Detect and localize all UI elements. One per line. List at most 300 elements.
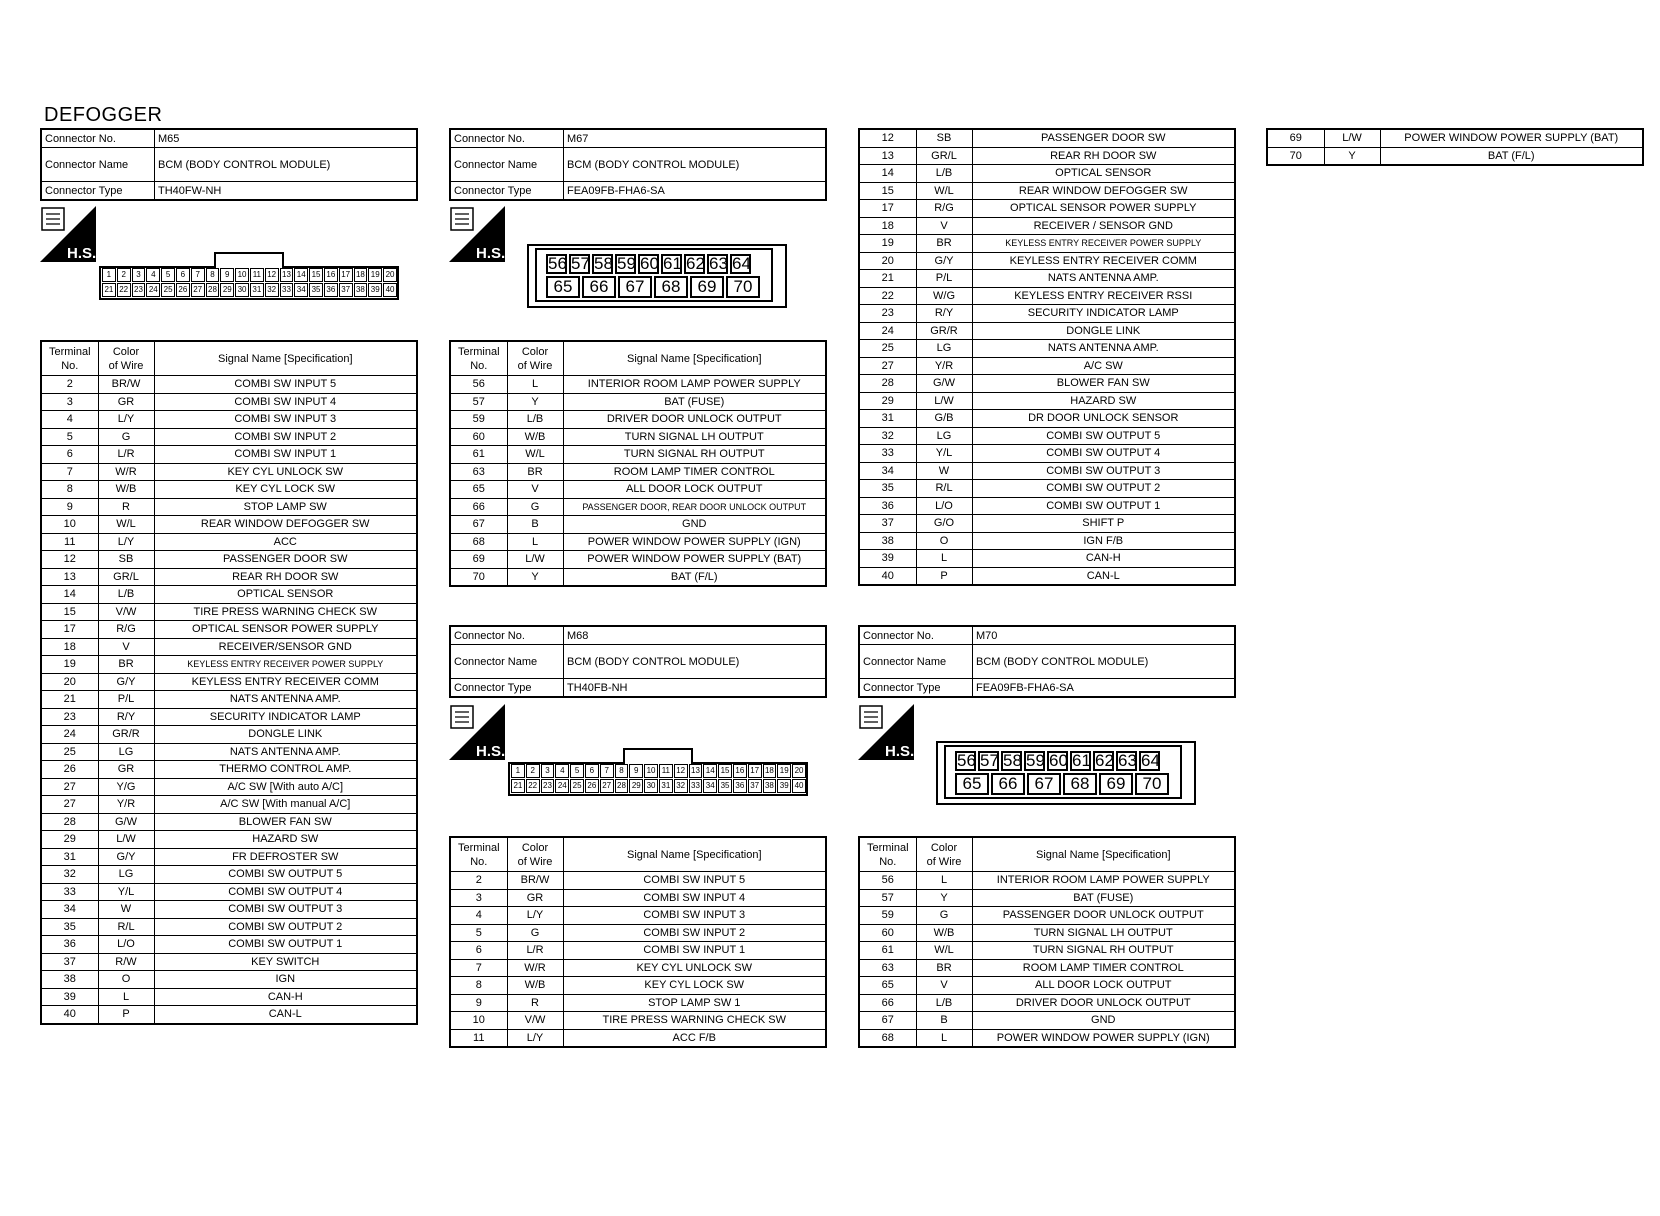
table-header (450, 341, 826, 376)
pin-cell: 56 (957, 751, 976, 770)
terminal-no-cell: 60 (450, 428, 507, 446)
signal-name-header (563, 837, 826, 872)
pin-cell: 23 (132, 283, 146, 297)
pin-cell: 35 (718, 779, 732, 793)
signal-name-cell: IGN (154, 971, 417, 989)
pin-cell: 56 (548, 254, 567, 273)
wire-color-cell: R/L (98, 918, 154, 936)
pin-cell: 16 (324, 268, 338, 282)
wire-color-cell: B (507, 516, 563, 534)
table-row (41, 761, 417, 779)
wire-color-cell: R/G (916, 200, 972, 218)
wire-color-cell: P (916, 567, 972, 585)
terminal-no-cell: 34 (859, 462, 916, 480)
wire-color-cell: Y/L (98, 883, 154, 901)
hs-connector-icon (449, 704, 505, 760)
wire-color-cell: V (916, 217, 972, 235)
terminal-no-cell: 25 (859, 340, 916, 358)
signal-name-cell: A/C SW (972, 357, 1235, 375)
signal-name-header-text: Signal Name [Specification] (626, 848, 762, 861)
signal-name-cell: SECURITY INDICATOR LAMP (154, 708, 417, 726)
signal-name-cell: PASSENGER DOOR SW (972, 129, 1235, 147)
table-row (41, 656, 417, 674)
pin-cell: 57 (980, 751, 999, 770)
hs-label: H.S. (476, 245, 505, 262)
terminal-no-cell: 33 (859, 445, 916, 463)
table-row (41, 691, 417, 709)
table-row (41, 516, 417, 534)
wire-color-cell: G/W (98, 813, 154, 831)
pin-cell: 26 (585, 779, 599, 793)
connector-no-value: M68 (564, 626, 827, 645)
wire-color-cell: L/Y (507, 1029, 563, 1047)
wire-color-cell: W/R (98, 463, 154, 481)
wire-color-cell: W/G (916, 287, 972, 305)
table-header (450, 837, 826, 872)
terminal-no-cell: 36 (859, 497, 916, 515)
table-row (450, 907, 826, 925)
pin-cell: 4 (555, 764, 569, 778)
wire-color-cell: L/W (507, 551, 563, 569)
signal-name-cell: TIRE PRESS WARNING CHECK SW (154, 603, 417, 621)
pin-cell: 5 (161, 268, 175, 282)
pin-cell: 70 (726, 276, 760, 298)
table-row (859, 305, 1235, 323)
terminal-no-cell: 70 (450, 568, 507, 586)
wire-color-cell: GR/R (916, 322, 972, 340)
pin-cell: 40 (383, 283, 397, 297)
table-row (859, 942, 1235, 960)
table-row (41, 778, 417, 796)
pin-cell: 25 (161, 283, 175, 297)
wire-color-cell: BR (916, 959, 972, 977)
pin-cell: 64 (732, 254, 751, 273)
table-row (41, 1006, 417, 1024)
pin-cell: 19 (777, 764, 791, 778)
signal-name-cell: PASSENGER DOOR UNLOCK OUTPUT (972, 907, 1235, 925)
table-row (859, 567, 1235, 585)
signal-name-cell: COMBI SW OUTPUT 4 (154, 883, 417, 901)
wire-color-cell: Y/L (916, 445, 972, 463)
wire-color-cell: Y/R (98, 796, 154, 814)
table-row (41, 463, 417, 481)
terminal-no-header-text: No. (470, 855, 488, 868)
pin-row-bottom (101, 283, 397, 298)
terminal-no-cell: 15 (859, 182, 916, 200)
color-of-wire-header (98, 341, 154, 376)
terminal-no-cell: 28 (41, 813, 98, 831)
table-row (450, 516, 826, 534)
color-of-wire-header (507, 341, 563, 376)
wire-color-cell: W/B (507, 428, 563, 446)
table-row (859, 427, 1235, 445)
signal-name-cell: KEY CYL LOCK SW (154, 481, 417, 499)
pin-cell: 3 (541, 764, 555, 778)
terminal-no-cell: 5 (41, 428, 98, 446)
wire-color-cell: G (98, 428, 154, 446)
color-of-wire-header-text: Color (521, 345, 549, 358)
terminal-no-cell: 27 (41, 796, 98, 814)
table-row (41, 411, 417, 429)
signal-name-cell: COMBI SW OUTPUT 5 (154, 866, 417, 884)
wire-color-cell: L (916, 1029, 972, 1047)
signal-name-header-text: Signal Name [Specification] (217, 352, 353, 365)
signal-name-cell: DONGLE LINK (972, 322, 1235, 340)
terminal-no-cell: 56 (450, 376, 507, 394)
wire-color-cell: BR (507, 463, 563, 481)
table-row (41, 901, 417, 919)
terminal-no-cell: 31 (859, 410, 916, 428)
wire-color-cell: R/L (916, 480, 972, 498)
wire-color-cell: R/Y (98, 708, 154, 726)
connector-name-value: BCM (BODY CONTROL MODULE) (973, 645, 1236, 679)
table-row (859, 410, 1235, 428)
terminal-no-cell: 37 (41, 953, 98, 971)
terminal-no-cell: 8 (450, 977, 507, 995)
pin-row-top (546, 254, 753, 274)
terminal-no-cell: 17 (859, 200, 916, 218)
wire-color-cell: Y/G (98, 778, 154, 796)
connector-info-m67 (449, 128, 827, 201)
signal-name-header-text: Signal Name [Specification] (626, 352, 762, 365)
pin-cell: 34 (703, 779, 717, 793)
wire-color-cell: V/W (98, 603, 154, 621)
wire-color-cell: L/W (1324, 129, 1380, 147)
terminal-no-cell: 9 (41, 498, 98, 516)
pin-cell: 28 (615, 779, 629, 793)
hs-connector-icon (858, 704, 914, 760)
pin-cell: 22 (117, 283, 131, 297)
pin-cell: 15 (718, 764, 732, 778)
pin-cell: 59 (617, 254, 636, 273)
terminal-no-cell: 31 (41, 848, 98, 866)
pin-cell: 13 (280, 268, 294, 282)
pin-cell: 8 (615, 764, 629, 778)
signal-name-cell: DRIVER DOOR UNLOCK OUTPUT (563, 411, 826, 429)
table-row (859, 497, 1235, 515)
pin-cell: 68 (654, 276, 688, 298)
pin-cell: 21 (102, 283, 116, 297)
terminal-no-cell: 32 (859, 427, 916, 445)
table-row (41, 936, 417, 954)
table-row (859, 357, 1235, 375)
terminal-no-header-text: Terminal (866, 841, 909, 854)
table-row (859, 375, 1235, 393)
terminal-no-cell: 14 (859, 165, 916, 183)
connector-name-label: Connector Name (859, 645, 973, 679)
table-row (41, 953, 417, 971)
wire-color-cell: Y/R (916, 357, 972, 375)
connector-type-label: Connector Type (450, 182, 564, 201)
signal-name-cell: COMBI SW INPUT 2 (154, 428, 417, 446)
table-row (450, 393, 826, 411)
wire-color-cell: GR (98, 393, 154, 411)
pin-cell: 62 (686, 254, 705, 273)
pin-cell: 65 (955, 773, 989, 795)
terminal-no-cell: 2 (450, 872, 507, 890)
color-of-wire-header-text: Color (521, 841, 549, 854)
terminal-no-header-text: No. (879, 855, 897, 868)
pin-cell: 18 (763, 764, 777, 778)
pin-cell: 4 (146, 268, 160, 282)
wire-color-cell: SB (98, 551, 154, 569)
wire-color-cell: W/B (98, 481, 154, 499)
wire-color-cell: W (916, 462, 972, 480)
table-row (41, 848, 417, 866)
table-row (41, 586, 417, 604)
table-row (450, 924, 826, 942)
terminal-no-cell: 25 (41, 743, 98, 761)
terminal-no-cell: 40 (41, 1006, 98, 1024)
pin-cell: 38 (763, 779, 777, 793)
pin-row-top (101, 268, 397, 283)
pin-cell: 18 (354, 268, 368, 282)
signal-name-cell: ACC F/B (563, 1029, 826, 1047)
table-row (859, 515, 1235, 533)
connector-name-label: Connector Name (450, 148, 564, 182)
terminal-no-header-text: No. (470, 359, 488, 372)
terminal-no-cell: 18 (859, 217, 916, 235)
table-row (450, 376, 826, 394)
table-row (450, 942, 826, 960)
pin-cell: 14 (294, 268, 308, 282)
table-row (450, 446, 826, 464)
connector-no-value: M67 (564, 129, 827, 148)
connector-face-m67 (527, 244, 787, 308)
terminal-no-cell: 27 (859, 357, 916, 375)
terminal-no-cell: 70 (1267, 147, 1324, 165)
wire-color-cell: P (98, 1006, 154, 1024)
pin-cell: 33 (689, 779, 703, 793)
terminal-no-cell: 26 (41, 761, 98, 779)
terminal-no-cell: 38 (41, 971, 98, 989)
table-row (41, 883, 417, 901)
wire-color-cell: L/B (916, 994, 972, 1012)
pin-cell: 37 (339, 283, 353, 297)
signal-name-cell: A/C SW [With manual A/C] (154, 796, 417, 814)
signal-name-cell: ALL DOOR LOCK OUTPUT (563, 481, 826, 499)
wire-color-cell: G/B (916, 410, 972, 428)
table-row (450, 428, 826, 446)
wire-color-cell: G/Y (98, 848, 154, 866)
terminal-no-cell: 11 (41, 533, 98, 551)
terminal-no-cell: 60 (859, 924, 916, 942)
terminal-no-cell: 6 (41, 446, 98, 464)
color-of-wire-header-text: of Wire (517, 855, 553, 868)
connector-no-value: M70 (973, 626, 1236, 645)
wire-color-cell: W/L (98, 516, 154, 534)
table-row (859, 252, 1235, 270)
wire-color-cell: V (916, 977, 972, 995)
connector-no-value: M65 (155, 129, 418, 148)
terminal-no-cell: 32 (41, 866, 98, 884)
terminal-no-cell: 13 (859, 147, 916, 165)
connector-info-m70 (858, 625, 1236, 698)
table-row (450, 977, 826, 995)
pin-cell: 60 (1049, 751, 1068, 770)
pin-cell: 69 (690, 276, 724, 298)
terminal-no-cell: 67 (450, 516, 507, 534)
pin-cell: 36 (324, 283, 338, 297)
signal-name-cell: THERMO CONTROL AMP. (154, 761, 417, 779)
signal-name-cell: GND (563, 516, 826, 534)
terminal-no-cell: 34 (41, 901, 98, 919)
terminal-table-m70-continued (1266, 128, 1644, 166)
pin-cell: 66 (991, 773, 1025, 795)
table-row (450, 463, 826, 481)
pin-cell: 7 (600, 764, 614, 778)
table-row (859, 270, 1235, 288)
signal-name-cell: POWER WINDOW POWER SUPPLY (IGN) (972, 1029, 1235, 1047)
pin-cell: 69 (1099, 773, 1133, 795)
pin-cell: 7 (191, 268, 205, 282)
signal-name-cell: STOP LAMP SW (154, 498, 417, 516)
terminal-no-cell: 21 (859, 270, 916, 288)
signal-name-cell: HAZARD SW (154, 831, 417, 849)
signal-name-cell: HAZARD SW (972, 392, 1235, 410)
pin-cell: 39 (777, 779, 791, 793)
terminal-no-cell: 23 (859, 305, 916, 323)
table-row (859, 907, 1235, 925)
signal-name-cell: A/C SW [With auto A/C] (154, 778, 417, 796)
pin-cell: 30 (235, 283, 249, 297)
terminal-no-cell: 69 (1267, 129, 1324, 147)
wire-color-cell: W/B (507, 977, 563, 995)
wire-color-cell: L (98, 988, 154, 1006)
signal-name-cell: KEY CYL LOCK SW (563, 977, 826, 995)
terminal-no-cell: 68 (859, 1029, 916, 1047)
signal-name-cell: CAN-L (154, 1006, 417, 1024)
terminal-no-cell: 20 (41, 673, 98, 691)
signal-name-cell: BLOWER FAN SW (972, 375, 1235, 393)
wire-color-cell: G (916, 907, 972, 925)
signal-name-cell: NATS ANTENNA AMP. (972, 270, 1235, 288)
signal-name-cell: TURN SIGNAL RH OUTPUT (563, 446, 826, 464)
table-row (859, 924, 1235, 942)
signal-name-cell: SHIFT P (972, 515, 1235, 533)
terminal-no-cell: 21 (41, 691, 98, 709)
terminal-no-cell: 63 (450, 463, 507, 481)
wire-color-cell: BR (98, 656, 154, 674)
terminal-no-cell: 23 (41, 708, 98, 726)
signal-name-cell: REAR WINDOW DEFOGGER SW (154, 516, 417, 534)
pin-cell: 29 (629, 779, 643, 793)
wire-color-cell: V/W (507, 1012, 563, 1030)
table-row (41, 638, 417, 656)
table-row (859, 994, 1235, 1012)
wire-color-cell: Y (507, 393, 563, 411)
signal-name-cell: TIRE PRESS WARNING CHECK SW (563, 1012, 826, 1030)
terminal-table-m65 (40, 340, 418, 1025)
connector-info-m68 (449, 625, 827, 698)
signal-name-cell: ACC (154, 533, 417, 551)
table-row (41, 813, 417, 831)
pin-cell: 10 (235, 268, 249, 282)
signal-name-cell: PASSENGER DOOR, REAR DOOR UNLOCK OUTPUT (563, 498, 826, 516)
pin-cell: 62 (1095, 751, 1114, 770)
terminal-no-cell: 10 (450, 1012, 507, 1030)
wire-color-cell: R (507, 994, 563, 1012)
pin-cell: 26 (176, 283, 190, 297)
table-row (450, 533, 826, 551)
wire-color-cell: G/Y (98, 673, 154, 691)
terminal-no-cell: 61 (859, 942, 916, 960)
pin-cell: 12 (674, 764, 688, 778)
table-row (859, 340, 1235, 358)
terminal-no-header-text: Terminal (48, 345, 91, 358)
signal-name-cell: BAT (F/L) (1380, 147, 1643, 165)
pin-cell: 40 (792, 779, 806, 793)
wire-color-cell: L (916, 872, 972, 890)
table-row (450, 994, 826, 1012)
terminal-no-cell: 12 (859, 129, 916, 147)
table-header (41, 341, 417, 376)
signal-name-cell: TURN SIGNAL RH OUTPUT (972, 942, 1235, 960)
terminal-no-cell: 17 (41, 621, 98, 639)
connector-name-value: BCM (BODY CONTROL MODULE) (564, 148, 827, 182)
wire-color-cell: R (98, 498, 154, 516)
signal-name-cell: STOP LAMP SW 1 (563, 994, 826, 1012)
pin-row-top (955, 751, 1162, 771)
signal-name-cell: KEYLESS ENTRY RECEIVER POWER SUPPLY (972, 235, 1235, 253)
table-header (859, 837, 1235, 872)
pin-cell: 63 (1118, 751, 1137, 770)
terminal-no-cell: 66 (859, 994, 916, 1012)
pin-cell: 8 (206, 268, 220, 282)
table-row (41, 743, 417, 761)
wire-color-cell: L/O (98, 936, 154, 954)
table-row (41, 533, 417, 551)
signal-name-header (563, 341, 826, 376)
terminal-table-m67 (449, 340, 827, 587)
signal-name-cell: COMBI SW OUTPUT 1 (154, 936, 417, 954)
signal-name-cell: BAT (FUSE) (972, 889, 1235, 907)
table-row (41, 866, 417, 884)
connector-no-label: Connector No. (41, 129, 155, 148)
terminal-no-cell: 40 (859, 567, 916, 585)
wire-color-cell: LG (98, 743, 154, 761)
color-of-wire-header (507, 837, 563, 872)
terminal-no-cell: 35 (41, 918, 98, 936)
signal-name-cell: SECURITY INDICATOR LAMP (972, 305, 1235, 323)
connector-type-value: TH40FW-NH (155, 182, 418, 201)
terminal-no-cell: 19 (41, 656, 98, 674)
signal-name-cell: ROOM LAMP TIMER CONTROL (563, 463, 826, 481)
terminal-no-cell: 65 (859, 977, 916, 995)
wire-color-cell: W/L (916, 182, 972, 200)
table-row (41, 446, 417, 464)
color-of-wire-header-text: Color (112, 345, 140, 358)
pin-cell: 6 (176, 268, 190, 282)
terminal-no-cell: 57 (859, 889, 916, 907)
pin-cell: 32 (674, 779, 688, 793)
signal-name-cell: COMBI SW INPUT 4 (563, 889, 826, 907)
signal-name-cell: TURN SIGNAL LH OUTPUT (972, 924, 1235, 942)
pin-cell: 29 (220, 283, 234, 297)
pin-cell: 1 (102, 268, 116, 282)
color-of-wire-header-text: of Wire (108, 359, 144, 372)
table-row (41, 428, 417, 446)
wire-color-cell: SB (916, 129, 972, 147)
pin-cell: 65 (546, 276, 580, 298)
terminal-no-cell: 3 (41, 393, 98, 411)
signal-name-cell: COMBI SW OUTPUT 5 (972, 427, 1235, 445)
wire-color-cell: BR/W (507, 872, 563, 890)
table-row (41, 498, 417, 516)
terminal-no-cell: 4 (450, 907, 507, 925)
signal-name-header-text: Signal Name [Specification] (1035, 848, 1171, 861)
signal-name-header (154, 341, 417, 376)
